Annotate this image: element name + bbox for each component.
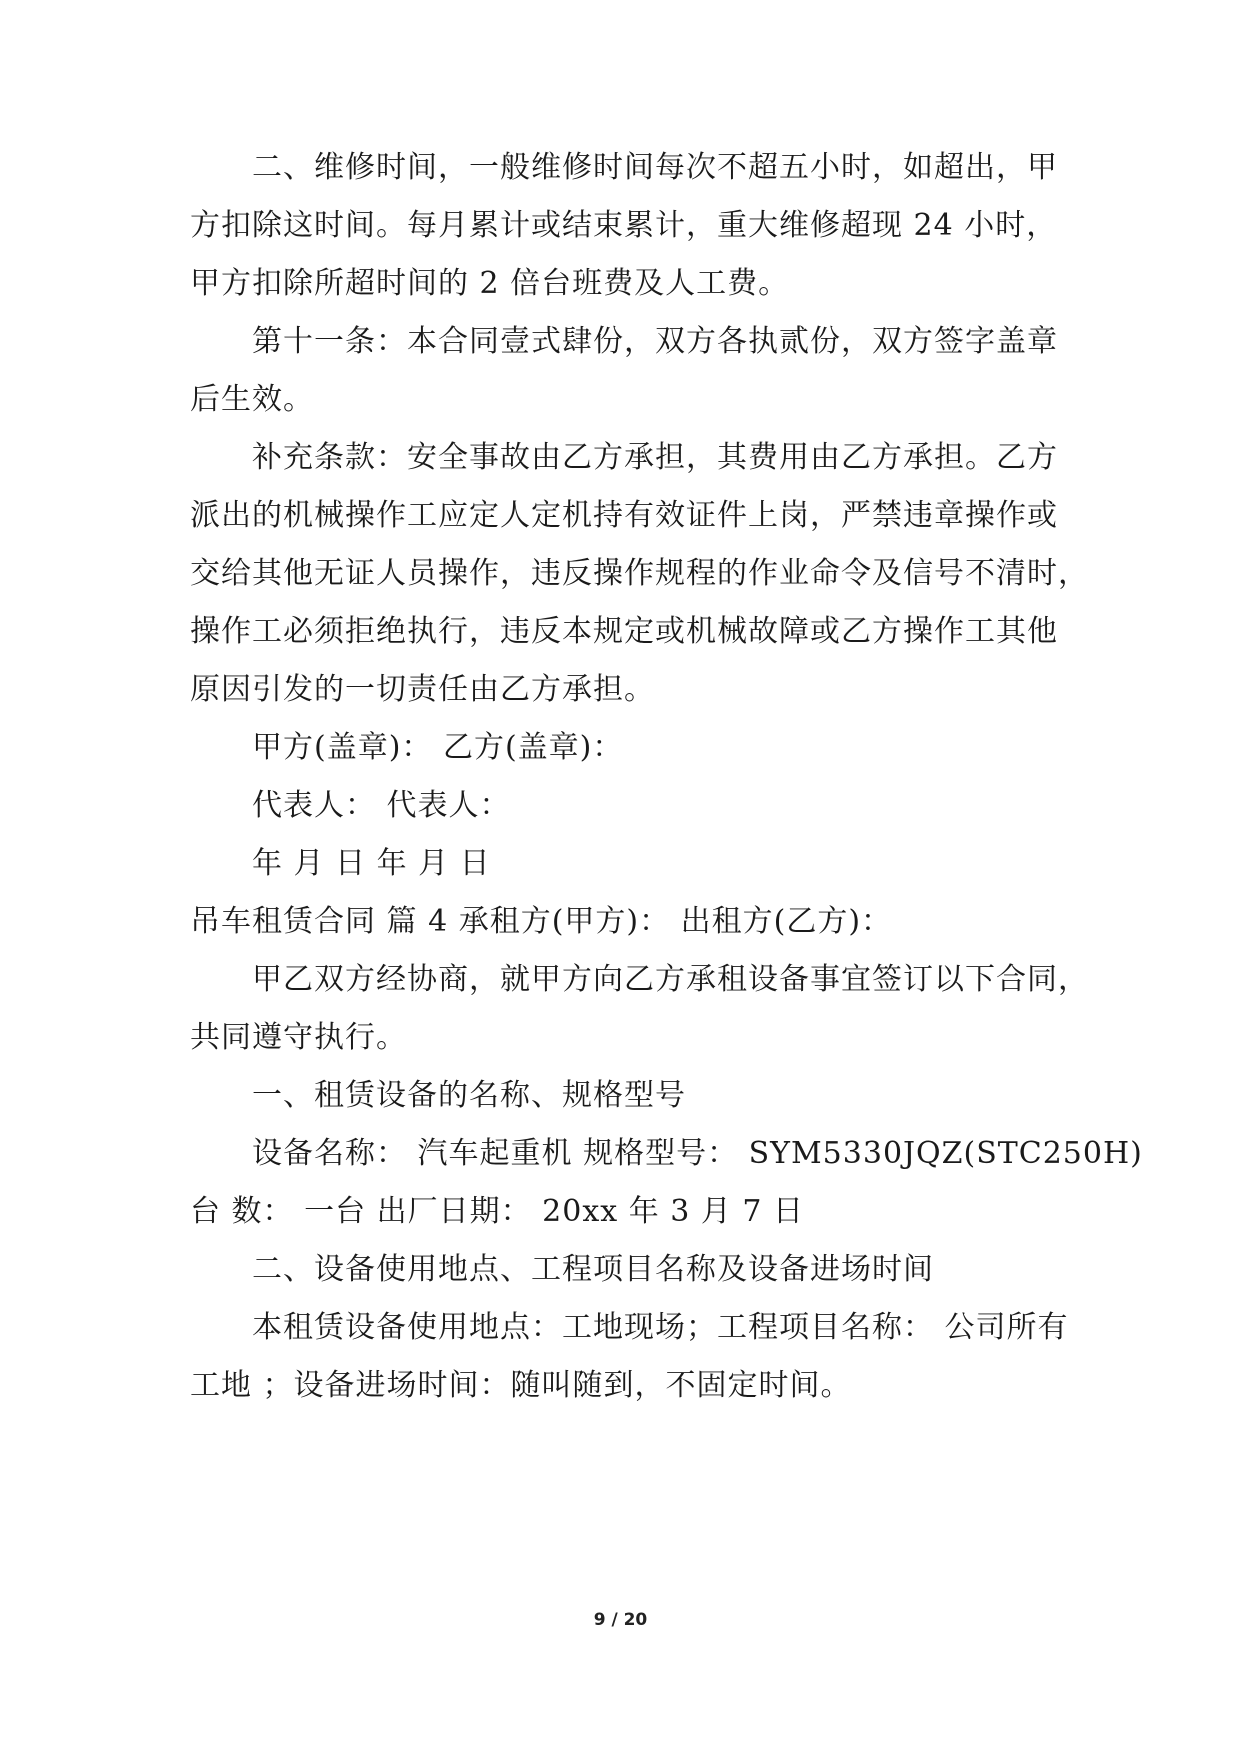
paragraph-line: 甲方扣除所超时间的 2 倍台班费及人工费。	[190, 266, 790, 301]
paragraph-line: 派出的机械操作工应定人定机持有效证件上岗，严禁违章操作或	[190, 498, 1058, 533]
paragraph-line: 甲乙双方经协商，就甲方向乙方承租设备事宜签订以下合同，	[252, 962, 1089, 997]
equipment-line: 设备名称： 汽车起重机 规格型号： SYM5330JQZ(STC250H)	[252, 1136, 1143, 1171]
paragraph-line: 补充条款：安全事故由乙方承担，其费用由乙方承担。乙方	[252, 440, 1058, 475]
representative-line: 代表人： 代表人：	[252, 788, 511, 823]
paragraph-line: 工地 ；设备进场时间：随叫随到，不固定时间。	[190, 1368, 852, 1403]
paragraph-line: 共同遵守执行。	[190, 1020, 407, 1055]
paragraph-line: 交给其他无证人员操作，违反操作规程的作业命令及信号不清时，	[190, 556, 1089, 591]
paragraph-line: 方扣除这时间。每月累计或结束累计，重大维修超现 24 小时，	[190, 208, 1058, 243]
paragraph-line: 操作工必须拒绝执行，违反本规定或机械故障或乙方操作工其他	[190, 614, 1058, 649]
paragraph-line: 后生效。	[190, 382, 314, 417]
paragraph-line: 原因引发的一切责任由乙方承担。	[190, 672, 655, 707]
page-number: 9 / 20	[593, 1610, 648, 1630]
signature-line: 甲方(盖章)： 乙方(盖章)：	[252, 730, 624, 765]
date-line: 年 月 日 年 月 日	[252, 846, 491, 881]
clause-heading: 二、设备使用地点、工程项目名称及设备进场时间	[252, 1252, 934, 1287]
section-heading: 吊车租赁合同 篇 4 承租方(甲方)： 出租方(乙方)：	[190, 904, 893, 939]
paragraph-line: 二、维修时间，一般维修时间每次不超五小时，如超出，甲	[252, 150, 1058, 185]
equipment-line: 台 数： 一台 出厂日期： 20xx 年 3 月 7 日	[190, 1194, 805, 1229]
paragraph-line: 本租赁设备使用地点：工地现场；工程项目名称： 公司所有	[252, 1310, 1069, 1345]
clause-heading: 一、租赁设备的名称、规格型号	[252, 1078, 686, 1113]
paragraph-line: 第十一条：本合同壹式肆份，双方各执贰份，双方签字盖章	[252, 324, 1058, 359]
